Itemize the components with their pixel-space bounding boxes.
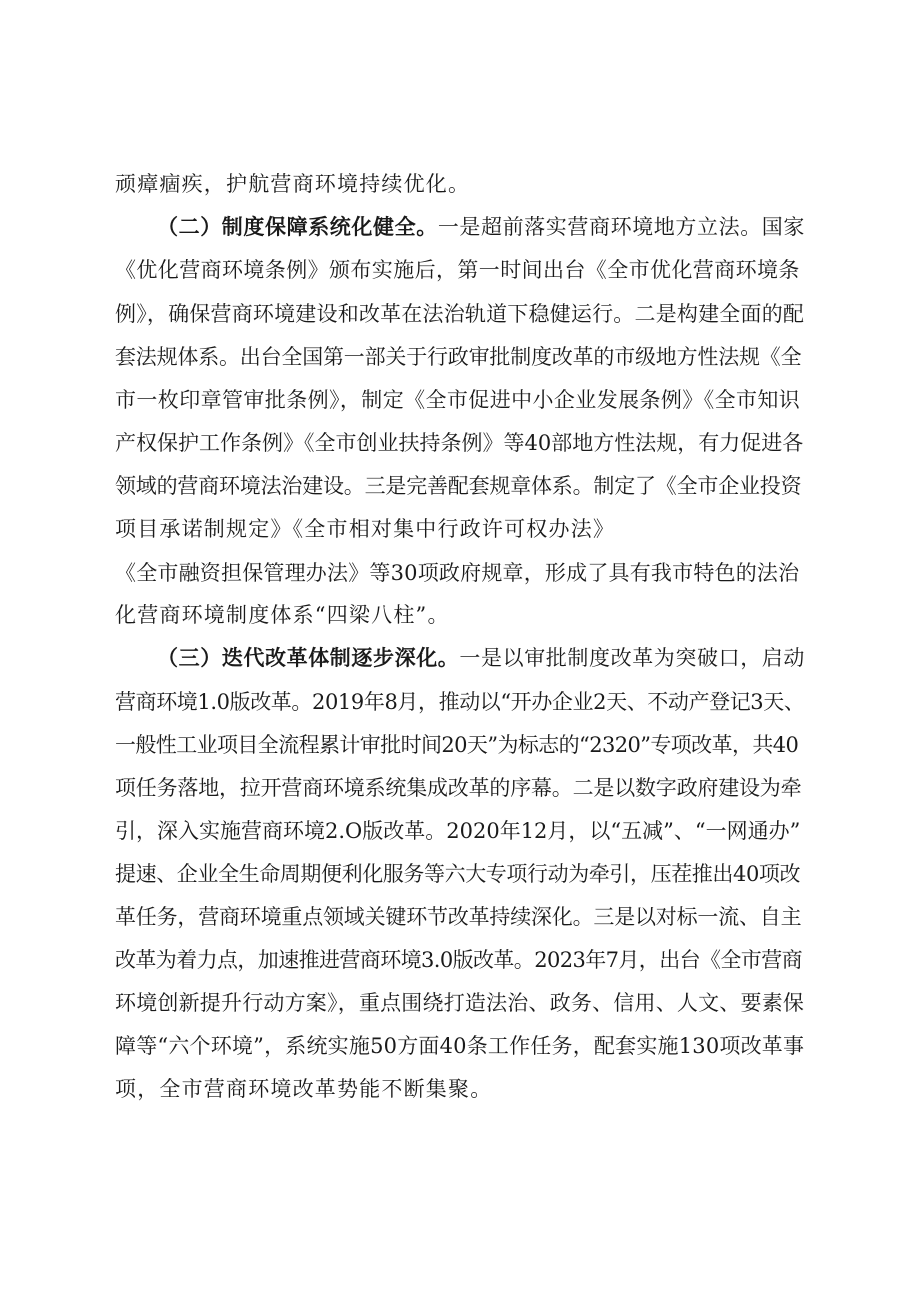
paragraph-3-first-line xyxy=(157,644,805,672)
section-heading-2: （二）制度保障系统化健全。 xyxy=(157,214,438,239)
text-line: 《全市融资担保管理办法》等30项政府规章，形成了具有我市特色的法治 xyxy=(115,561,800,585)
text-line: 提速、企业全生命周期便利化服务等六大专项行动为牵引，压茬推出40项改 xyxy=(115,862,801,886)
text-line: 营商环境1.0版改革。2019年8月，推动以“开办企业2天、不动产登记3天、 xyxy=(115,690,805,714)
paragraph-2-text: 一是超前落实营商环境地方立法。国家 xyxy=(437,215,806,239)
text-line: 环境创新提升行动方案》，重点围绕打造法治、政务、信用、人文、要素保 xyxy=(115,991,805,1015)
paragraph-3-text: 一是以审批制度改革为突破口，启动 xyxy=(459,646,806,670)
text-line: 项，全市营商环境改革势能不断集聚。 xyxy=(115,1077,493,1101)
text-line: 化营商环境制度体系“四梁八柱”。 xyxy=(115,603,450,627)
text-line: 一般性工业项目全流程累计审批时间20天”为标志的“2320”专项改革，共40 xyxy=(115,733,799,757)
text-line: 项任务落地，拉开营商环境系统集成改革的序幕。二是以数字政府建设为牵 xyxy=(115,776,802,800)
text-line: 改革为着力点，加速推进营商环境3.0版改革。2023年7月，出台《全市营商 xyxy=(115,948,802,972)
text-line: 例》，确保营商环境建设和改革在法治轨道下稳健运行。二是构建全面的配 xyxy=(115,302,805,326)
text-line: 革任务，营商环境重点领域关键环节改革持续深化。三是以对标一流、自主 xyxy=(115,905,802,929)
text-line: 市一枚印章管审批条例》，制定《全市促进中小企业发展条例》《全市知识 xyxy=(115,388,801,412)
text-line: 顽瘴痼疾，护航营商环境持续优化。 xyxy=(115,172,471,196)
paragraph-2-first-line xyxy=(157,213,805,241)
section-heading-3: （三）迭代改革体制逐步深化。 xyxy=(157,645,460,670)
text-line: 引，深入实施营商环境2.O版改革。2020年12月，以“五减”、“一网通办” xyxy=(115,819,801,843)
text-line: 领域的营商环境法治建设。三是完善配套规章体系。制定了《全市企业投资 xyxy=(115,474,802,498)
text-line: 项目承诺制规定》《全市相对集中行政许可权办法》 xyxy=(115,517,616,541)
text-line: 产权保护工作条例》《全市创业扶持条例》等40部地方性法规，有力促进各 xyxy=(115,431,804,455)
text-line: 《优化营商环境条例》颁布实施后，第一时间出台《全市优化营商环境条 xyxy=(115,258,800,282)
text-line: 套法规体系。出台全国第一部关于行政审批制度改革的市级地方性法规《全 xyxy=(115,345,802,369)
text-line: 障等“六个环境”，系统实施50方面40条工作任务，配套实施130项改革事 xyxy=(115,1034,805,1058)
